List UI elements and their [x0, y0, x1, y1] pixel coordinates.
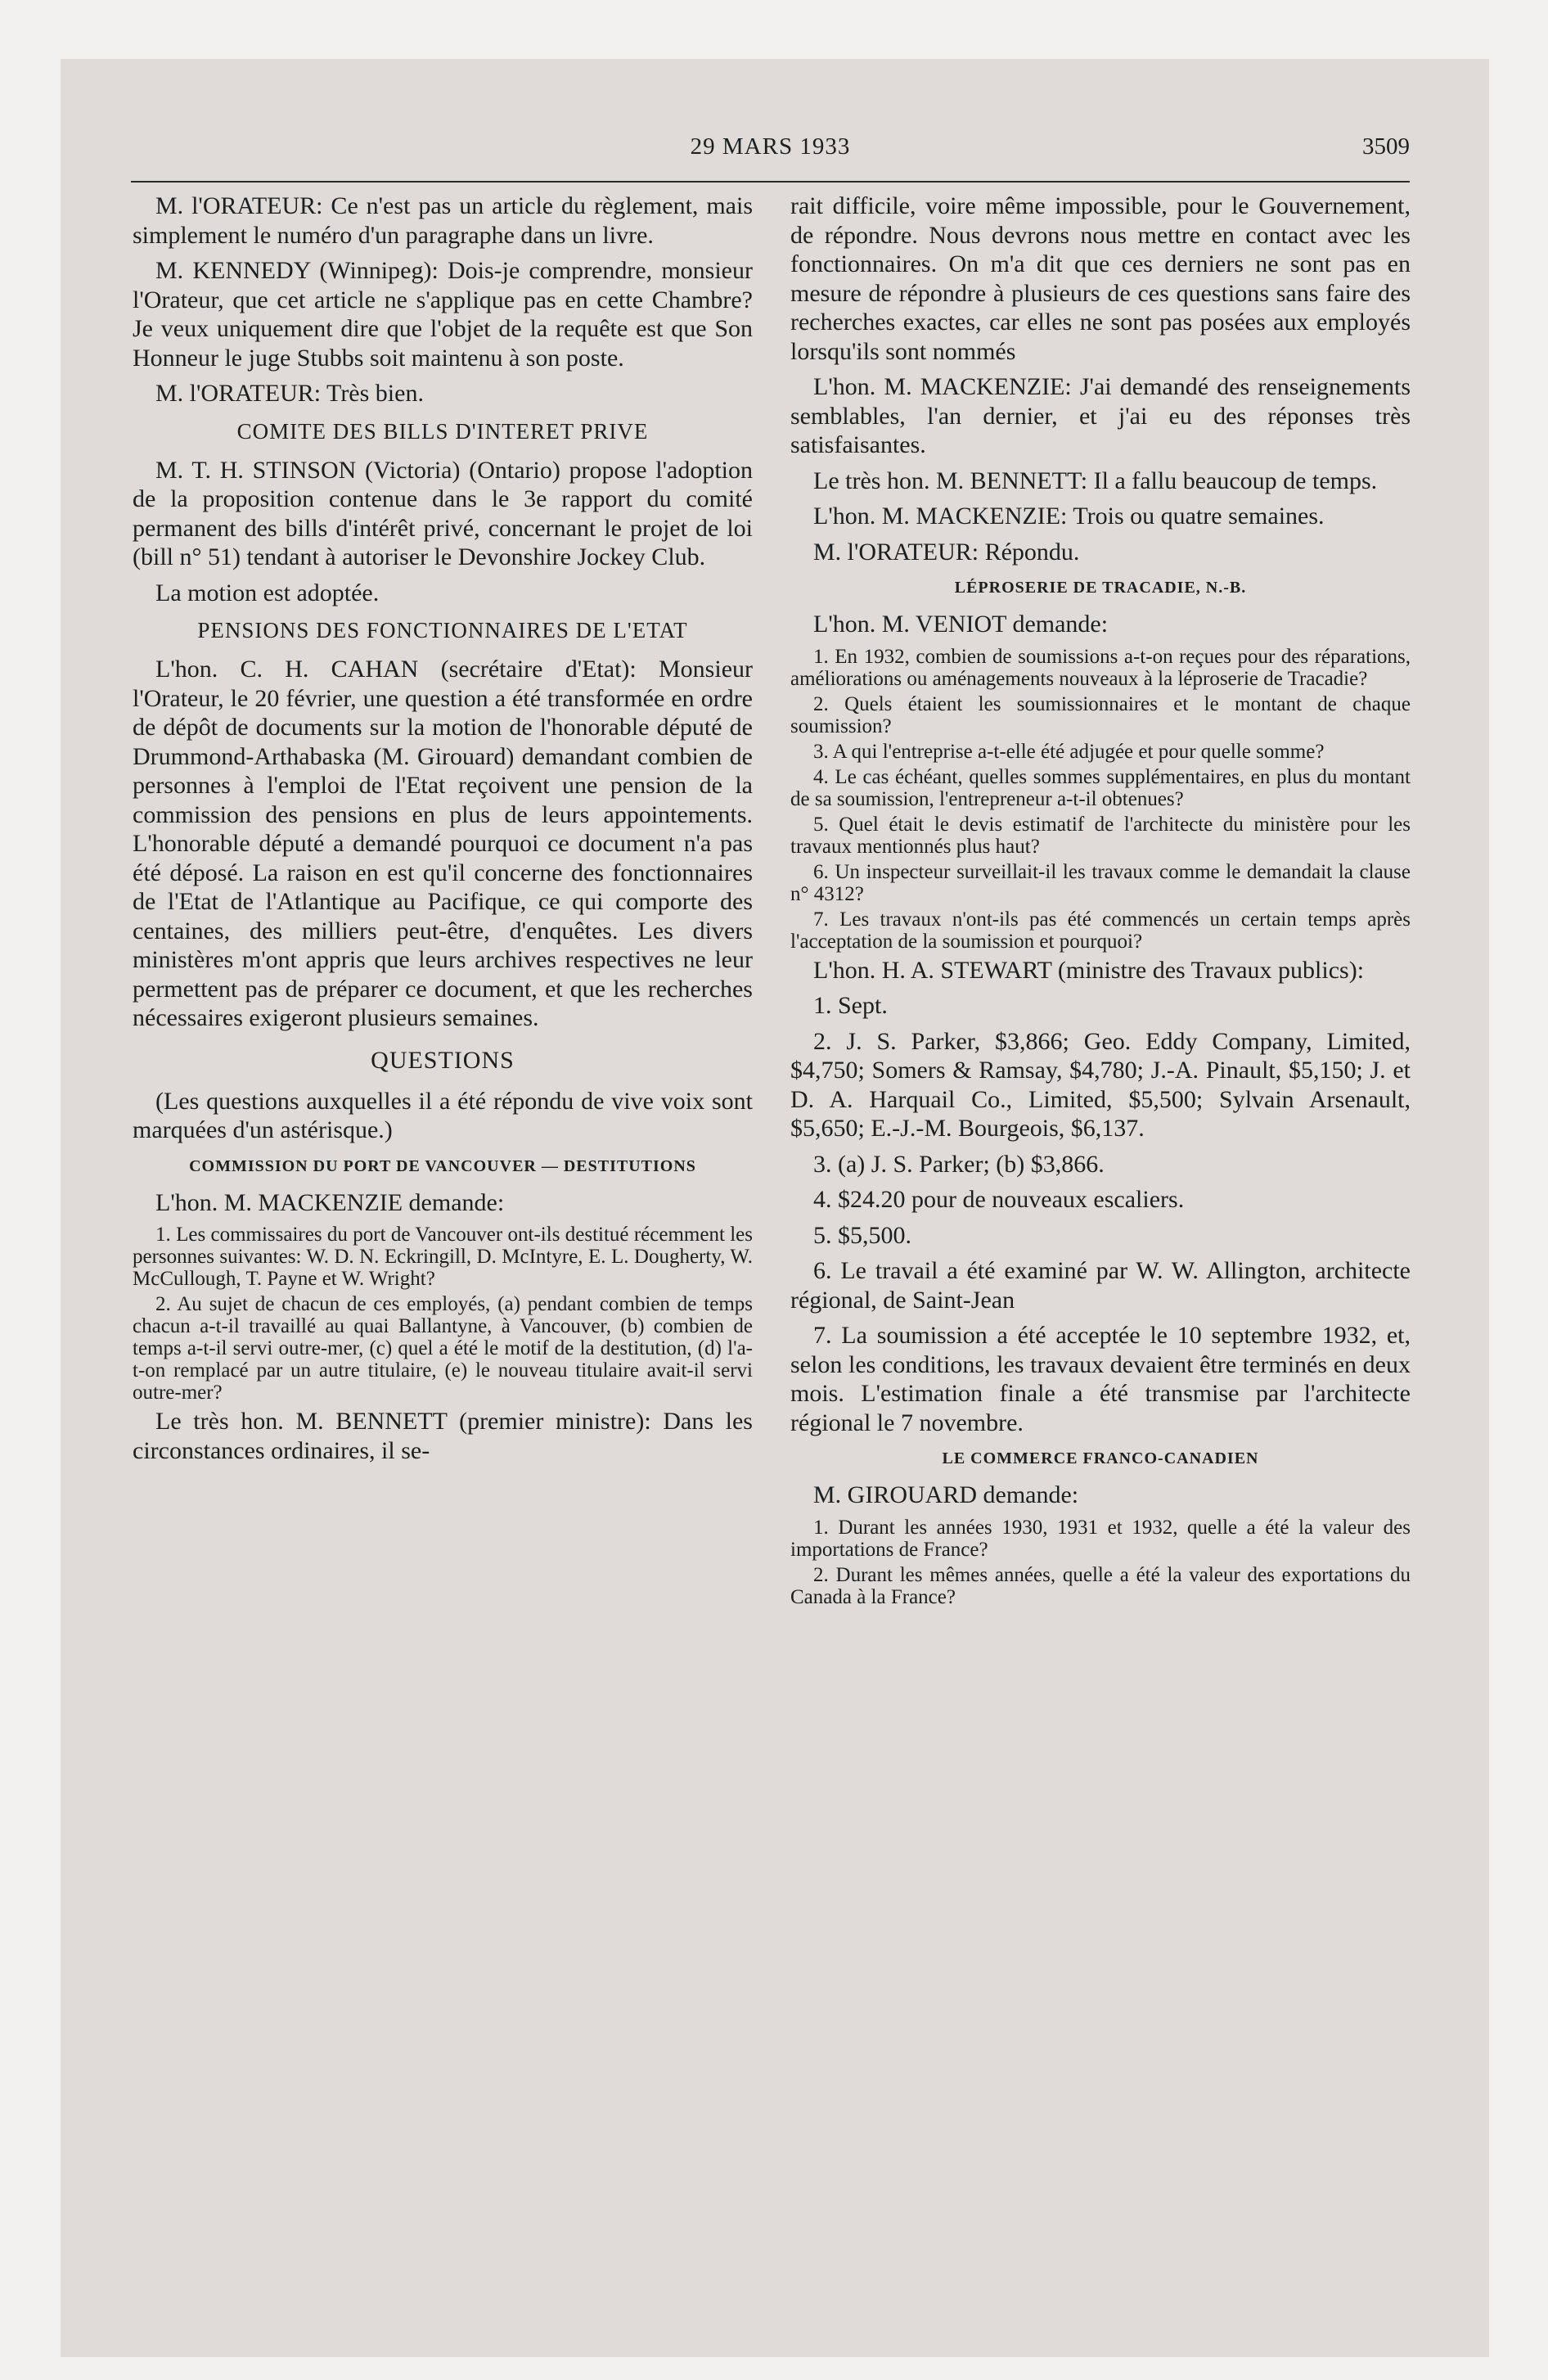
question-item: 1. Durant les années 1930, 1931 et 1932, quelle a été la valeur des importations de France? — [790, 1516, 1411, 1561]
paragraph: L'hon. M. MACKENZIE demande: — [155, 1188, 505, 1216]
question-item: 4. Le cas échéant, quelles sommes supplémentaires, en plus du montant de sa soumission, l'entrepreneur a-t-il obtenues? — [790, 765, 1411, 810]
section-heading: COMMISSION DU PORT DE VANCOUVER — DESTITUTIONS — [189, 1156, 696, 1175]
answer-item: 2. J. S. Parker, $3,866; Geo. Eddy Company, Limited, $4,750; Somers & Ramsay, $4,780; J.-A. Pinault, $5,150; J. et D. A. Harquail Co., Limited, $5,500; Sylvain Arsenault, $5,650; E.-J.-M. Bourgeois, $6,137. — [790, 1027, 1411, 1142]
question-item: 6. Un inspecteur surveillait-il les travaux comme le demandait la clause n° 4312? — [790, 860, 1411, 905]
question-item: 3. A qui l'entreprise a-t-elle été adjugée et pour quelle somme? — [813, 740, 1325, 763]
paragraph: L'hon. H. A. STEWART (ministre des Travaux publics): — [813, 956, 1365, 984]
section-heading: COMITE DES BILLS D'INTERET PRIVE — [236, 418, 649, 444]
paragraph: Le très hon. M. BENNETT (premier ministre): Dans les circonstances ordinaires, il se- — [133, 1408, 753, 1464]
question-item: 2. Durant les mêmes années, quelle a été la valeur des exportations du Canada à la France? — [790, 1563, 1411, 1608]
paragraph: M. l'ORATEUR: Très bien. — [155, 380, 424, 407]
question-item: 5. Quel était le devis estimatif de l'architecte du ministère pour les travaux mentionnés plus haut? — [790, 813, 1411, 858]
answer-item: 5. $5,500. — [813, 1221, 911, 1249]
paragraph: La motion est adoptée. — [155, 579, 380, 606]
paragraph: (Les questions auxquelles il a été répondu de vive voix sont marquées d'un astérisque.) — [133, 1087, 753, 1143]
question-item: 2. Au sujet de chacun de ces employés, (a) pendant combien de temps chacun a-t-il travaillé au quai Ballantyne, à Vancouver, (b) combien de temps a-t-il servi outre-mer, (c) quel a été le motif de la destitution, (d) l'a-t-on remplacé par un autre titulaire, (e) le nouveau titulaire avait-il servi outre-mer? — [133, 1293, 753, 1404]
paragraph: M. KENNEDY (Winnipeg): Dois-je comprendre, monsieur l'Orateur, que cet article ne s'applique pas en cette Chambre? Je veux uniquement dire que l'objet de la requête est que Son Honneur le juge Stubbs soit maintenu à son poste. — [133, 257, 753, 372]
paragraph: L'hon. M. MACKENZIE: J'ai demandé des renseignements semblables, l'an dernier, et j'ai eu des réponses très satisfaisantes. — [790, 373, 1411, 458]
paragraph: M. l'ORATEUR: Ce n'est pas un article du règlement, mais simplement le numéro d'un paragraphe dans un livre. — [133, 192, 753, 249]
paragraph: L'hon. C. H. CAHAN (secrétaire d'Etat): Monsieur l'Orateur, le 20 février, une question a été transformée en ordre de dépôt de documents sur la motion de l'honorable député de Drummond-Arthabaska (M. Girouard) demandant combien de personnes à l'emploi de l'Etat reçoivent une pension de la commission des pensions en plus de leurs appointements. L'honorable député a demandé pourquoi ce document n'a pas été déposé. La raison en est qu'il concerne des fonctionnaires de l'Etat de l'Atlantique au Pacifique, ce qui comporte des centaines, des milliers peut-être, d'enquêtes. Les divers ministères m'ont appris que leurs archives respectives ne leur permettent pas de préparer ce document, et que les recherches nécessaires exigeront plusieurs semaines. — [133, 656, 753, 1031]
paragraph: M. GIROUARD demande: — [813, 1481, 1079, 1508]
page-header — [131, 133, 1410, 171]
answer-item: 6. Le travail a été examiné par W. W. Allington, architecte régional, de Saint-Jean — [790, 1257, 1411, 1314]
right-column — [790, 192, 1411, 1611]
paragraph: L'hon. M. VENIOT demande: — [813, 611, 1109, 638]
answer-item: 3. (a) J. S. Parker; (b) $3,866. — [813, 1150, 1105, 1178]
answer-item: 4. $24.20 pour de nouveaux escaliers. — [813, 1186, 1185, 1213]
paragraph: M. l'ORATEUR: Répondu. — [813, 538, 1080, 566]
answer-item: 7. La soumission a été acceptée le 10 septembre 1932, et, selon les conditions, les travaux devaient être terminés en deux mois. L'estimation finale a été transmise par l'architecte régional le 7 novembre. — [790, 1322, 1411, 1436]
header-date: 29 MARS 1933 — [690, 133, 851, 160]
paragraph: Le très hon. M. BENNETT: Il a fallu beaucoup de temps. — [813, 467, 1378, 494]
section-heading: QUESTIONS — [371, 1046, 515, 1074]
section-heading: PENSIONS DES FONCTIONNAIRES DE L'ETAT — [197, 618, 688, 642]
question-item: 1. En 1932, combien de soumissions a-t-on reçues pour des réparations, améliorations ou aménagements nouveaux à la léproserie de Tracadie? — [790, 645, 1411, 690]
question-item: 7. Les travaux n'ont-ils pas été commencés un certain temps après l'acceptation de la soumission et pourquoi? — [790, 908, 1411, 953]
question-item: 1. Les commissaires du port de Vancouver ont-ils destitué récemment les personnes suivantes: W. D. N. Eckringill, D. McIntyre, E. L. Dougherty, W. McCullough, T. Payne et W. Wright? — [133, 1224, 753, 1290]
question-item: 2. Quels étaient les soumissionnaires et le montant de chaque soumission? — [790, 692, 1411, 737]
answer-item: 1. Sept. — [813, 992, 888, 1019]
section-heading: LE COMMERCE FRANCO-CANADIEN — [942, 1449, 1259, 1467]
section-heading: LÉPROSERIE DE TRACADIE, N.-B. — [954, 579, 1247, 597]
paragraph: L'hon. M. MACKENZIE: Trois ou quatre semaines. — [813, 503, 1325, 530]
paragraph: rait difficile, voire même impossible, pour le Gouvernement, de répondre. Nous devrons nous mettre en contact avec les fonctionnaires. On m'a dit que ces derniers ne sont pas en mesure de répondre à plusieurs de ces questions sans faire des recherches exactes, car elles ne sont pas posées aux employés lorsqu'ils sont nommés — [790, 192, 1411, 365]
header-rule — [131, 181, 1410, 183]
left-column — [133, 192, 753, 1472]
paragraph: M. T. H. STINSON (Victoria) (Ontario) propose l'adoption de la proposition contenue dans le 3e rapport du comité permanent des bills d'intérêt privé, concernant le projet de loi (bill n° 51) tendant à autoriser le Devonshire Jockey Club. — [133, 456, 753, 570]
page-number: 3509 — [1362, 133, 1410, 160]
